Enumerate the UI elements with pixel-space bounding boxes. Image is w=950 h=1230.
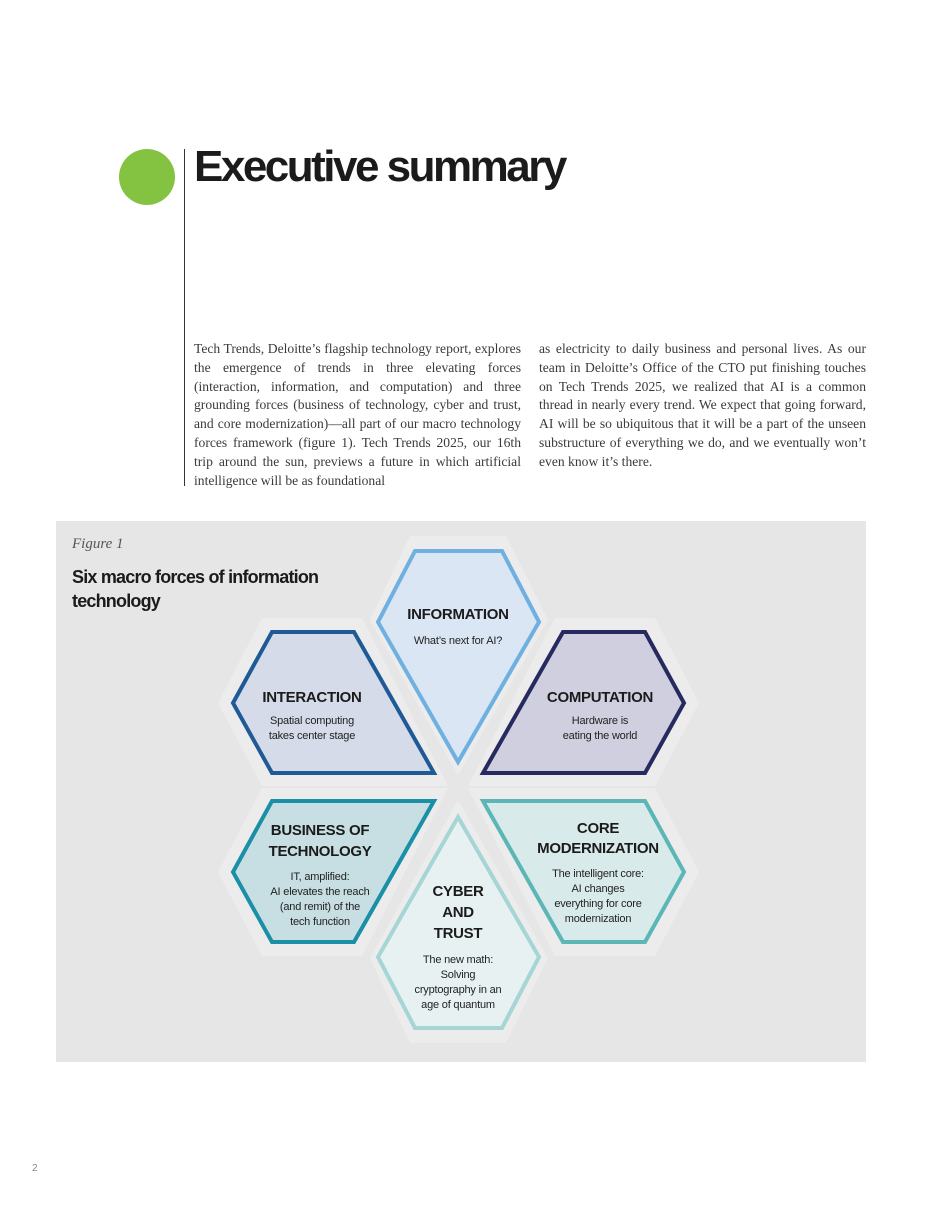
force-heading-interaction: INTERACTION (262, 689, 362, 706)
force-subtitle-business: AI elevates the reach (270, 886, 370, 898)
force-heading-core: MODERNIZATION (537, 840, 659, 857)
force-subtitle-information: What’s next for AI? (413, 635, 503, 647)
force-subtitle-cyber: The new math: (422, 954, 494, 966)
force-heading-cyber: TRUST (433, 925, 483, 942)
force-subtitle-interaction: Spatial computing (269, 715, 355, 727)
force-heading-business: TECHNOLOGY (268, 843, 372, 860)
page-title: Executive summary (194, 142, 565, 191)
force-subtitle-computation: eating the world (562, 730, 638, 742)
force-subtitle-cyber: age of quantum (421, 999, 495, 1011)
page-number: 2 (32, 1163, 38, 1174)
force-subtitle-cyber: Solving (440, 969, 476, 981)
force-heading-core: CORE (576, 820, 620, 837)
force-heading-business: BUSINESS OF (270, 822, 370, 839)
force-subtitle-business: (and remit) of the (279, 901, 361, 913)
force-subtitle-cyber: cryptography in an (414, 984, 502, 996)
body-text-column-1: Tech Trends, Deloitte’s flagship technology report, explores the emergence of trends in three elevating forces (interaction, information, and computation) and three grounding forces (business of technology, cyber and trust, and core modernization)—all part of our macro technology forces framework (figure 1). Tech Trends 2025, our 16th trip around the sun, previews a future in which artificial intelligence will be as foundational (194, 341, 521, 488)
force-subtitle-business: tech function (290, 916, 350, 928)
force-heading-information: INFORMATION (407, 606, 509, 623)
body-text-column-2: as electricity to daily business and personal lives. As our team in Deloitte’s Office of the CTO put finishing touches on Tech Trends 2025, we realized that AI is a common thread in nearly every trend. We expect that going forward, AI will be so ubiquitous that it will be a part of the unseen substructure of everything we do, and we eventually won’t even know it’s there. (539, 341, 866, 469)
force-heading-cyber: CYBER (432, 883, 484, 900)
force-subtitle-business: IT, amplified: (290, 871, 350, 883)
force-subtitle-core: The intelligent core: (552, 868, 644, 880)
force-subtitle-core: modernization (564, 913, 632, 925)
figure-label: Figure 1 (72, 536, 124, 552)
force-heading-cyber: AND (442, 904, 474, 921)
force-heading-computation: COMPUTATION (546, 689, 654, 706)
figure-title: Six macro forces of information technology (72, 567, 319, 611)
force-subtitle-core: everything for core (554, 898, 642, 910)
force-subtitle-core: AI changes (571, 883, 625, 895)
force-subtitle-computation: Hardware is (571, 715, 629, 727)
force-subtitle-interaction: takes center stage (268, 730, 356, 742)
